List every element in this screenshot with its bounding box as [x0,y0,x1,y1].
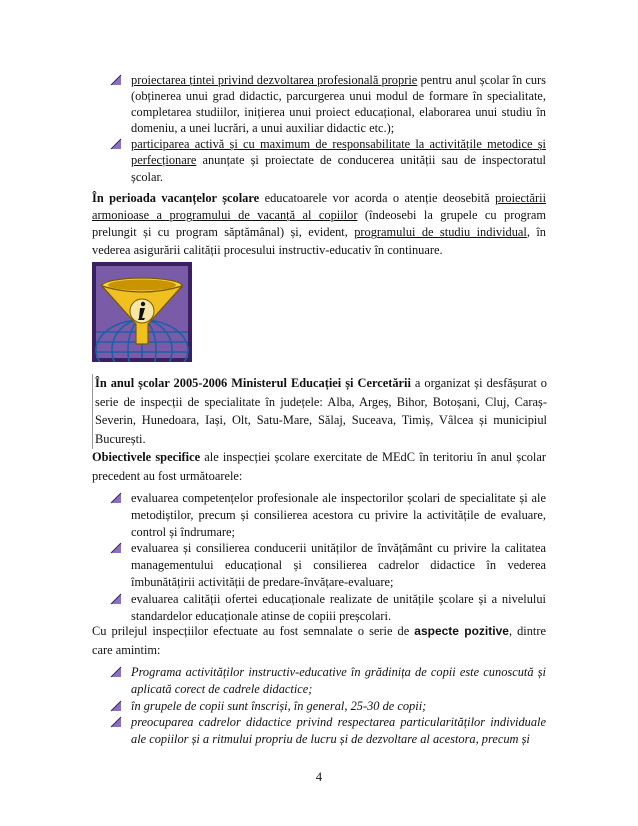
list-item-text: în grupele de copii sunt înscriși, în general, 25-30 de copii; [131,698,427,713]
list-item-text: pentru anul școlar în curs (obținerea unui grad didactic, parcurgerea unui modul de formare în specialitate, completarea studiilor, inițierea unui proiect educațional, elaborarea unui studiu în domeniu, a unei lucrări, a unui auxiliar didactic etc.); [131,73,547,136]
participation-underlined-text: participarea activă și cu maximum de responsabilitate la activitățile metodice și perfecționare [131,137,546,168]
bullet-icon [110,593,122,605]
list-item [110,714,546,748]
objectives-heading: Obiectivele specifice [92,450,201,464]
paragraph-text: Cu prilejul inspecțiilor efectuate au fost semnalate o serie de [92,624,415,638]
bullet-icon [110,700,122,712]
development-bullet-list [110,72,546,185]
list-item [110,72,546,136]
positive-aspects-bullet-list [110,664,546,748]
paragraph-text: ale inspecției școlare exercitate de MEdC în teritoriu în anul școlar precedent au fost următoarele: [92,450,546,483]
bullet-icon [110,138,122,150]
list-item-text: anunțate și proiectate de conducerea unității sau de inspectoratul școlar. [131,153,546,184]
list-item [110,698,546,715]
bullet-icon [110,716,122,728]
list-item [110,490,546,540]
vacation-paragraph [92,190,546,259]
ministry-inspection-paragraph [92,374,547,449]
list-item [110,591,546,625]
bullet-icon [110,666,122,678]
target-underlined-text: proiectarea țintei privind dezvoltarea profesională proprie [131,73,418,87]
positive-aspects-bold: aspecte pozitive [414,624,509,638]
vacation-program-underlined: proiectării armonioase a programului de vacanță al copiilor [92,191,547,223]
paragraph-text: a organizat și desfășurat o serie de inspecții de specialitate în județele: Alba, Argeș, Bihor, Botoșani, Cluj, Caraș-Severin, Hunedoara, Iași, Olt, Satu-Mare, Sălaj, Suceava, Timiș, Vâlcea și municipiul București. [95,376,547,447]
objectives-bullet-list [110,490,546,624]
objectives-paragraph [92,448,546,485]
list-item-text: evaluarea competențelor profesionale ale inspectorilor școlari de specialitate și ale metodiștilor, precum și consilierea acestora cu privire la activitățile de evaluare, control și îndrumare; [131,491,546,539]
list-item-text: evaluarea și consilierea conducerii unităților de învățământ cu privire la calitatea managementului educațional și consilierea cadrelor didactice în vederea îmbunătățirii activității de predare-învățare-evaluare; [131,541,546,589]
funnel-info-icon [92,262,192,362]
bullet-icon [110,74,122,86]
list-item [110,664,546,698]
paragraph-text: (îndeosebi la grupele cu program prelungit și cu program săptămânal) și, evident, [92,208,546,240]
ministry-heading: În anul școlar 2005-2006 Ministerul Educației și Cercetării [95,376,411,390]
list-item [110,540,546,590]
list-item-text: preocuparea cadrelor didactice privind respectarea particularităților individuale ale copiilor și a ritmului propriu de lucru și de dezvoltare al acestora, precum și [131,715,546,747]
list-item-text: evaluarea calității ofertei educaționale realizate de unitățile școlare și a nivelului standardelor educaționale atinse de copiii preșcolari. [131,591,546,623]
positive-aspects-paragraph [92,622,546,659]
vacation-heading: În perioada vacanțelor școlare [92,191,260,205]
list-item [110,136,546,184]
bullet-icon [110,492,122,504]
page-number: 4 [315,770,323,784]
paragraph-text: , dintre care amintim: [92,624,546,657]
list-item-text: Programa activităților instructiv-educative în grădinița de copii este cunoscută și aplicată corect de cadrele didactice; [131,665,546,696]
paragraph-text: , în vederea asigurării calității procesului instructiv-educativ în continuare. [92,225,546,257]
paragraph-text: educatoarele vor acorda o atenție deosebită [259,191,496,205]
bullet-icon [110,542,122,554]
study-program-underlined: programului de studiu individual [354,225,527,240]
